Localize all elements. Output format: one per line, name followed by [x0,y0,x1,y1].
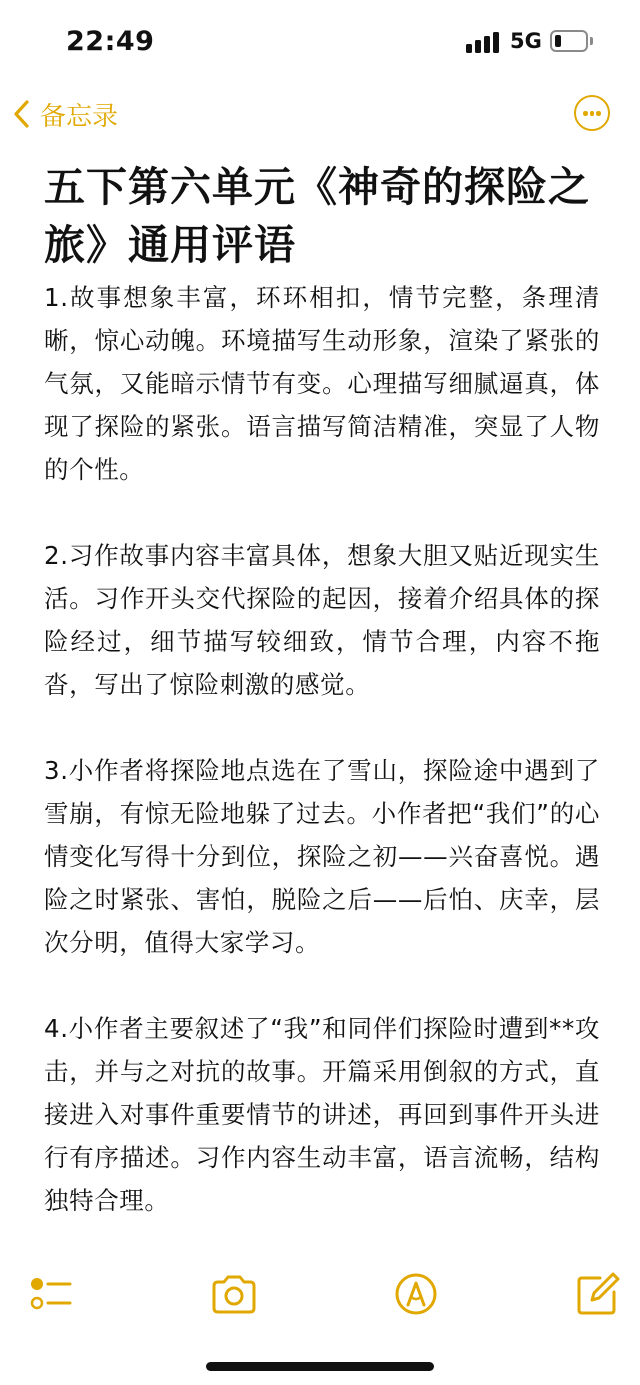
markup-pen-icon[interactable] [392,1270,440,1318]
note-title: 五下第六单元《神奇的探险之旅》通用评语 [44,163,590,269]
more-options-icon[interactable] [574,95,610,131]
paragraph-3: 3.小作者将探险地点选在了雪山，探险途中遇到了雪崩，有惊无险地躲了过去。小作者把“我们”的心情变化写得十分到位，探险之初——兴奋喜悦。遇险之时紧张、害怕，脱险之后——后怕、庆幸，层次分明，值得大家学习。 [44,756,600,957]
status-time: 22:49 [66,26,155,57]
paragraph-4: 4.小作者主要叙述了“我”和同伴们探险时遭到**攻击，并与之对抗的故事。开篇采用倒叙的方式，直接进入对事件重要情节的讲述，再回到事件开头进行有序描述。习作内容生动丰富，语言流畅，结构独特合理。 [44,1014,600,1215]
back-button[interactable] [12,94,118,134]
bottom-toolbar [0,1270,640,1320]
status-bar [0,0,640,86]
chevron-left-icon [12,99,30,129]
battery-icon [550,30,588,52]
note-body[interactable] [44,276,600,1265]
back-label: 备忘录 [40,101,119,132]
battery-cap [590,37,593,45]
compose-icon[interactable] [574,1270,622,1318]
nav-bar [0,88,640,138]
camera-icon[interactable] [210,1270,258,1318]
network-type: 5G [510,29,542,53]
paragraph-2: 2.习作故事内容丰富具体，想象大胆又贴近现实生活。习作开头交代探险的起因，接着介绍具体的探险经过，细节描写较细致，情节合理，内容不拖沓，写出了惊险刺激的感觉。 [44,541,600,699]
home-indicator[interactable] [206,1362,434,1371]
paragraph-1: 1.故事想象丰富，环环相扣，情节完整，条理清晰，惊心动魄。环境描写生动形象，渲染了紧张的气氛，又能暗示情节有变。心理描写细腻逼真，体现了探险的紧张。语言描写简洁精准，突显了人物的个性。 [44,283,600,484]
signal-icon [466,31,502,53]
checklist-icon[interactable] [28,1270,76,1318]
